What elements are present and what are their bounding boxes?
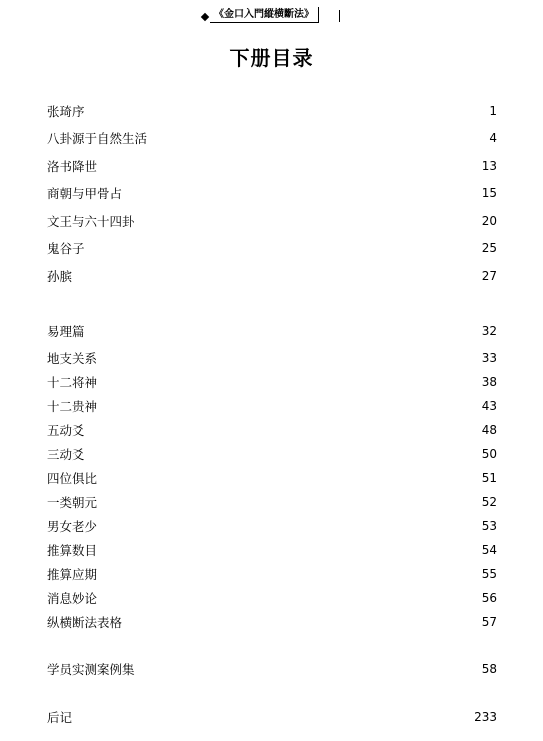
- toc-entry-page: 27: [481, 269, 497, 283]
- toc-entry-label: 八卦源于自然生活: [47, 131, 148, 146]
- toc-entry: [47, 101, 497, 121]
- dot-leader: [100, 588, 479, 608]
- page-title: 下册目录: [229, 46, 314, 70]
- dot-leader: [100, 516, 479, 536]
- dot-leader: [125, 612, 479, 632]
- running-header-title: 《金口入門縱横斷法》: [210, 7, 319, 23]
- dot-leader: [100, 540, 479, 560]
- dot-leader: [138, 659, 479, 679]
- toc-entry-page: 53: [481, 519, 497, 533]
- dot-leader: [100, 156, 479, 176]
- toc-entry-page: 33: [481, 351, 497, 365]
- toc-entry: [47, 211, 497, 231]
- toc-entry-label: 一类朝元: [47, 495, 98, 510]
- toc-entry-page: 51: [481, 471, 497, 485]
- toc-entry-page: 43: [481, 399, 497, 413]
- toc-entry-page: 48: [481, 423, 497, 437]
- toc-entry-label: 易理篇: [47, 324, 85, 339]
- toc-entry: [47, 156, 497, 176]
- toc-entry-page: 56: [481, 591, 497, 605]
- dot-leader: [100, 372, 479, 392]
- toc-entry-page: 25: [481, 241, 497, 255]
- toc-entry: [47, 612, 497, 632]
- toc-entry: [47, 659, 497, 679]
- toc-entry-page: 54: [481, 543, 497, 557]
- dot-leader: [100, 492, 479, 512]
- toc-entry-page: 58: [481, 662, 497, 676]
- dot-leader: [88, 101, 487, 121]
- toc-entry-label: 文王与六十四卦: [47, 214, 135, 229]
- toc-entry-label: 十二贵神: [47, 399, 98, 414]
- toc-entry-page: 57: [481, 615, 497, 629]
- dot-leader: [75, 707, 471, 727]
- dot-leader: [150, 128, 486, 148]
- toc-entry-page: 52: [481, 495, 497, 509]
- header-rule: [339, 10, 340, 22]
- toc-entry: [47, 492, 497, 512]
- toc-entry-label: 推算数目: [47, 543, 98, 558]
- dot-leader: [88, 238, 479, 258]
- dot-leader: [100, 468, 479, 488]
- toc-entry: [47, 128, 497, 148]
- toc-entry-label: 男女老少: [47, 519, 98, 534]
- toc-entry-page: 50: [481, 447, 497, 461]
- toc-entry: [47, 372, 497, 392]
- toc-entry: [47, 468, 497, 488]
- dot-leader: [88, 321, 479, 341]
- dot-leader: [100, 396, 479, 416]
- toc-entry: [47, 266, 497, 286]
- dot-leader: [88, 444, 479, 464]
- toc-entry: [47, 321, 497, 341]
- toc-entry-page: 233: [474, 710, 497, 724]
- toc-entry-label: 洛书降世: [47, 159, 98, 174]
- toc-entry: [47, 588, 497, 608]
- toc-entry-page: 32: [481, 324, 497, 338]
- toc-entry-page: 15: [481, 186, 497, 200]
- toc-entry-label: 商朝与甲骨占: [47, 186, 123, 201]
- toc-entry-label: 张琦序: [47, 104, 85, 119]
- toc-entry: [47, 707, 497, 727]
- toc-entry-label: 纵横断法表格: [47, 615, 123, 630]
- toc-entry: [47, 540, 497, 560]
- toc-entry: [47, 444, 497, 464]
- toc-entry: [47, 396, 497, 416]
- toc-entry: [47, 420, 497, 440]
- toc-entry-label: 鬼谷子: [47, 241, 85, 256]
- toc-entry-label: 四位俱比: [47, 471, 98, 486]
- dot-leader: [100, 564, 479, 584]
- toc-entry-page: 55: [481, 567, 497, 581]
- toc-entry-page: 1: [489, 104, 497, 118]
- toc-entry: [47, 183, 497, 203]
- diamond-ornament-icon: [201, 13, 209, 21]
- dot-leader: [75, 266, 479, 286]
- dot-leader: [125, 183, 479, 203]
- toc-entry-page: 20: [481, 214, 497, 228]
- toc-entry-page: 13: [481, 159, 497, 173]
- toc-entry-label: 学员实测案例集: [47, 662, 135, 677]
- toc-entry: [47, 516, 497, 536]
- toc-entry-label: 推算应期: [47, 567, 98, 582]
- running-header: [200, 6, 340, 26]
- dot-leader: [88, 420, 479, 440]
- toc-entry-label: 消息妙论: [47, 591, 98, 606]
- toc-entry-label: 三动爻: [47, 447, 85, 462]
- dot-leader: [100, 348, 479, 368]
- toc-entry-label: 十二将神: [47, 375, 98, 390]
- toc-entry: [47, 348, 497, 368]
- toc-entry-label: 后记: [47, 710, 73, 725]
- toc-entry: [47, 564, 497, 584]
- toc-entry: [47, 238, 497, 258]
- dot-leader: [138, 211, 479, 231]
- toc-entry-label: 五动爻: [47, 423, 85, 438]
- toc-entry-page: 4: [489, 131, 497, 145]
- toc-entry-label: 孙膑: [47, 269, 73, 284]
- toc-entry-label: 地支关系: [47, 351, 98, 366]
- toc-entry-page: 38: [481, 375, 497, 389]
